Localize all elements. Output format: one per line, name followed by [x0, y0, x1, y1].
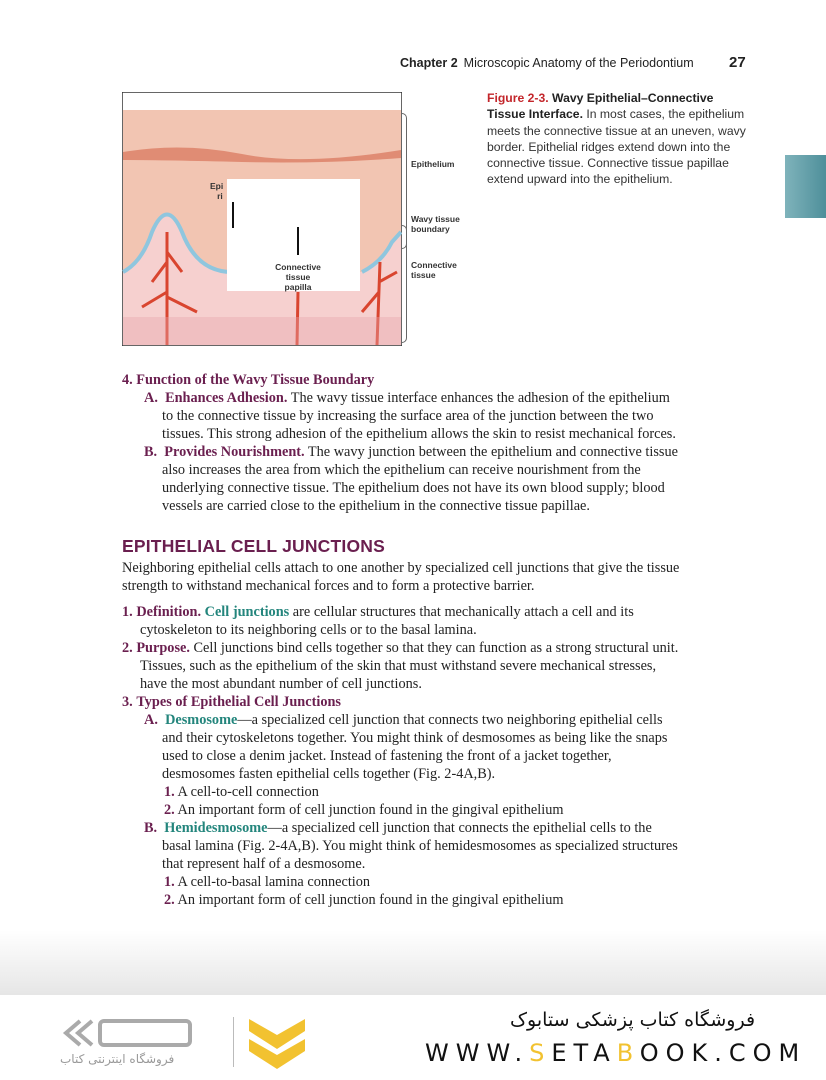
sub-item: 2. An important form of cell junction found in the gingival epithelium: [164, 892, 564, 908]
list-item: A. Enhances Adhesion. The wavy tissue interface enhances the adhesion of the epithelium to the connective tissue by increasing the surface area of the junction between the two tissues. This strong adhesion of the epithelium allows the skin to resist mechanical forces.: [144, 390, 676, 442]
list-item: B. Hemidesmosome—a specialized cell junction that connects the epithelial cells to the basal lamina (Fig. 2-4A,B). You might think of hemidesmosomes as specialized structures that represent half of a desmosome.: [144, 820, 678, 872]
wavy-boundary-label: Wavy tissue boundary: [411, 214, 460, 234]
chevron-logo-icon: [247, 1015, 307, 1071]
chapter-label: Chapter 2: [400, 56, 458, 70]
figure-caption: Figure 2-3. Wavy Epithelial–Connective Tissue Interface. In most cases, the epithelium meets the connective tissue at an uneven, wavy border. Epithelial ridges extend down into the connective tissue. Connective tissue papillae extend upward into the epithelium.: [487, 91, 746, 187]
ridge-label: Epi ri: [210, 181, 224, 201]
watermark-footer: [0, 995, 826, 1080]
papilla-label: Connective tissue papilla: [275, 262, 321, 292]
bottom-fade: [0, 930, 826, 995]
connective-brace: [402, 225, 407, 343]
arrow-down-icon: [232, 202, 234, 228]
sub-item: 1. A cell-to-cell connection: [164, 784, 319, 800]
chapter-thumb-tab: [785, 155, 826, 218]
setabook-logo-icon: [60, 1015, 200, 1051]
list-item: B. Provides Nourishment. The wavy junction between the epithelium and connective tissue also increases the area from which the epithelium can receive nourishment from the underlying connective tissue. The epithelium does not have its own blood supply; blood vessels are carried close to the epithelium in the connective tissue papillae.: [144, 444, 678, 514]
sub-item: 1. A cell-to-basal lamina connection: [164, 874, 371, 890]
list-item: A. Desmosome—a specialized cell junction that connects two neighboring epithelial cells and their cytoskeletons together. You might think of desmosomes as being like the snaps used to close a denim jacket. Instead of fastening the front of a jacket together, desmosomes fasten epithelial cells together (Fig. 2-4A,B).: [144, 712, 668, 782]
list-item: 2. Purpose. Cell junctions bind cells together so that they can function as a strong structural unit. Tissues, such as the epithelium of the skin that must withstand severe mechanical stresses, have the most abundant number of cell junctions.: [122, 640, 679, 692]
body-text: [122, 371, 682, 909]
list-item: 1. Definition. Cell junctions are cellular structures that mechanically attach a cell and its cytoskeleton to its neighboring cells or to the basal lamina.: [122, 604, 634, 638]
store-name: فروشگاه کتاب پزشکی ستابوک: [510, 1009, 756, 1031]
divider: [233, 1017, 234, 1067]
epithelium-label: Epithelium: [411, 159, 455, 169]
section-heading: 4. Function of the Wavy Tissue Boundary: [122, 372, 375, 388]
list-item: 3. Types of Epithelial Cell Junctions: [122, 694, 341, 710]
running-header: [400, 56, 694, 70]
arrow-up-icon: [297, 227, 299, 255]
store-url: WWW.SETABOOK.COM: [425, 1039, 807, 1067]
chapter-title: Microscopic Anatomy of the Periodontium: [463, 56, 694, 70]
page-number: 27: [729, 54, 746, 71]
sub-item: 2. An important form of cell junction found in the gingival epithelium: [164, 802, 564, 818]
logo-tagline: فروشگاه اینترنتی کتاب: [60, 1052, 175, 1066]
section-title: EPITHELIAL CELL JUNCTIONS: [122, 536, 385, 556]
figure-illustration: [122, 92, 402, 346]
connective-label: Connective tissue: [411, 260, 457, 280]
intro-paragraph: Neighboring epithelial cells attach to one another by specialized cell junctions that give the tissue strength to withstand mechanical forces and to form a protective barrier.: [122, 560, 680, 594]
